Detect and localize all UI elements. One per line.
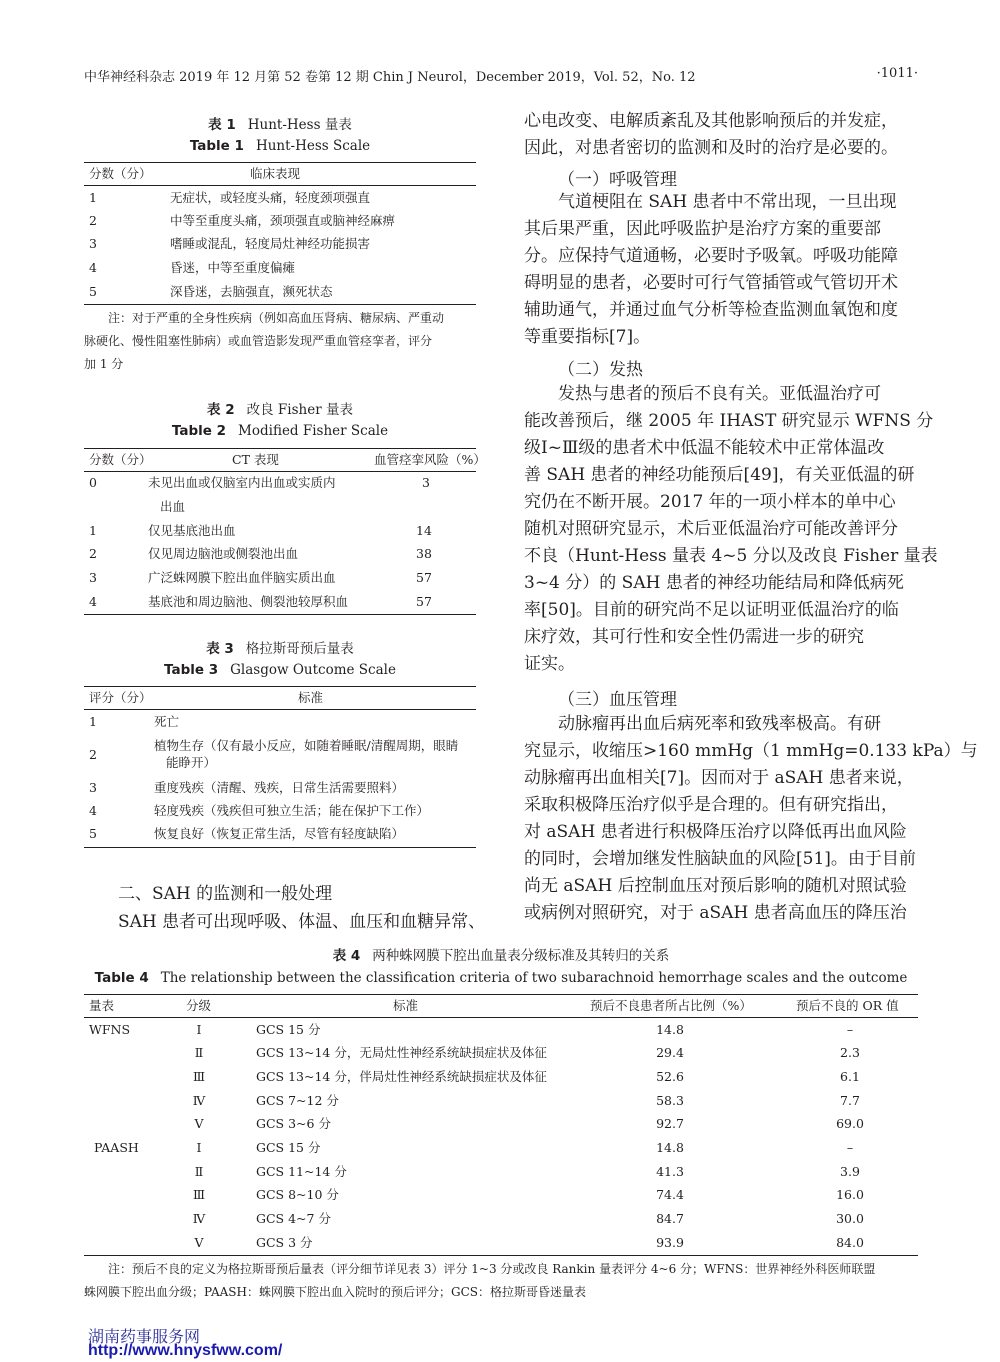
table-cell: 5 (89, 826, 97, 841)
table3-top-rule (84, 686, 476, 687)
table2-en-caption: Table 2 Modified Fisher Scale (171, 423, 389, 439)
watermark-site-name: 湖南药事服务网 (88, 1327, 201, 1346)
table-cell: 16.0 (836, 1187, 864, 1202)
table-cell: 3 (89, 570, 97, 585)
table-cell: 3 (422, 475, 430, 490)
table-cell: GCS 15 分 (256, 1022, 321, 1037)
watermark-url-link[interactable]: http://www.hnysfww.com/ (88, 1342, 283, 1359)
table-cell: 84.0 (836, 1235, 864, 1250)
table4-header-rule (84, 1017, 918, 1018)
table-cell: GCS 11~14 分 (256, 1164, 347, 1179)
table-cell: 出血 (160, 499, 186, 514)
table3-header-rule (84, 709, 476, 710)
table-cell: 58.3 (656, 1093, 684, 1108)
table-cell: 3 (89, 780, 97, 795)
table-cell: 92.7 (656, 1116, 684, 1131)
table-cell: 仅见周边脑池或侧裂池出血 (148, 546, 299, 561)
table-cell: 未见出血或仅脑室内出血或实质内 (148, 475, 336, 490)
table-cell: 69.0 (836, 1116, 864, 1131)
table-cell: PAASH (94, 1140, 139, 1155)
table-cell: 3.9 (840, 1164, 860, 1179)
table-cell: 中等至重度头痛，颈项强直或脑神经麻痹 (170, 213, 396, 228)
table2-cn-caption: 表 2 改良 Fisher 量表 (207, 402, 353, 418)
table-cell: 恢复良好（恢复正常生活，尽管有轻度缺陷） (154, 826, 405, 841)
table-cell: 昏迷，中等至重度偏瘫 (170, 260, 296, 275)
table-cell: 93.9 (656, 1235, 684, 1250)
table4-header-criteria: 标准 (393, 998, 419, 1013)
table-cell: – (846, 1140, 854, 1155)
table-cell: 14.8 (656, 1140, 684, 1155)
table-cell: 57 (416, 594, 432, 609)
subheading-blood-pressure: （三）血压管理 (558, 690, 677, 710)
page-number: ·1011· (876, 66, 918, 81)
table4-header-percent: 预后不良患者所占比例（%） (590, 998, 752, 1013)
table1-cn-caption: 表 1 Hunt-Hess 量表 (208, 117, 352, 133)
table4-en-caption: Table 4 The relationship between the classification criteria of two subarachnoid hemorrhage scales and the outcome (94, 970, 908, 986)
table-cell: Ⅱ (194, 1164, 204, 1179)
right-para-respiration: 气道梗阻在 SAH 患者中不常出现，一旦出现 其后果严重，因此呼吸监护是治疗方案的重要部 分。应保持气道通畅，必要时予吸氧。呼吸功能障 碍明显的患者，必要时可行气管插管或气管切开术 辅助通气，并通过血气分析等检查监测血氧饱和度 等重要指标[7]。 (524, 192, 898, 347)
table-cell: 2 (89, 546, 97, 561)
table3-cn-caption: 表 3 格拉斯哥预后量表 (206, 641, 354, 657)
table-cell: 1 (89, 190, 97, 205)
subheading-fever: （二）发热 (558, 360, 643, 380)
left-paragraph-line: SAH 患者可出现呼吸、体温、血压和血糖异常、 (118, 912, 486, 932)
table-cell: 2 (89, 213, 97, 228)
table-cell: GCS 15 分 (256, 1140, 321, 1155)
table-cell: 57 (416, 570, 432, 585)
table-cell: 仅见基底池出血 (148, 523, 236, 538)
right-para-fever: 发热与患者的预后不良有关。亚低温治疗可 能改善预后，继 2005 年 IHAST 研究显示 WFNS 分 级Ⅰ~Ⅲ级的患者术中低温不能较术中正常体温改 善 SAH 患者的神经功能预后[49]，有关亚低温的研 究仍在不断开展。2017 年的一项小样本的单中心 随机对照研究显示，术后亚低温治疗可能改善评分 不良（Hunt-Hess 量表 4~5 分以及改良 Fisher 量表 3~4 分）的 SAH 患者的神经功能结局和降低病死 率[50]。目前的研究尚不足以证明亚低温治疗的临 床疗效，其可行性和安全性仍需进一步的研究 证实。 (524, 384, 938, 674)
table-cell: Ⅴ (194, 1235, 204, 1250)
table-cell: Ⅳ (192, 1211, 206, 1226)
table4-cn-caption: 表 4 两种蛛网膜下腔出血量表分级标准及其转归的关系 (332, 948, 670, 964)
table-cell: 84.7 (656, 1211, 684, 1226)
right-para-a: 心电改变、电解质紊乱及其他影响预后的并发症， 因此，对患者密切的监测和及时的治疗是必要的。 (524, 111, 898, 158)
table-cell: 重度残疾（清醒、残疾，日常生活需要照料） (154, 780, 405, 795)
table-cell: 74.4 (656, 1187, 684, 1202)
table1-en-caption: Table 1 Hunt-Hess Scale (189, 138, 371, 154)
table-cell: GCS 8~10 分 (256, 1187, 339, 1202)
table-cell: Ⅳ (192, 1093, 206, 1108)
subheading-respiration: （一）呼吸管理 (558, 170, 677, 190)
table-cell: 41.3 (656, 1164, 684, 1179)
table-cell: 轻度残疾（残疾但可独立生活；能在保护下工作） (154, 803, 430, 818)
table1-header-score: 分数（分） (89, 166, 152, 181)
section-heading-2: 二、SAH 的监测和一般处理 (118, 884, 333, 904)
table-cell: 1 (89, 523, 97, 538)
table-cell: 3 (89, 236, 97, 251)
table4-header-scale: 量表 (89, 998, 115, 1013)
table-cell: Ⅰ (196, 1140, 202, 1155)
table-cell: 5 (89, 284, 97, 299)
table1-bottom-rule (84, 304, 476, 305)
table-cell: Ⅰ (196, 1022, 202, 1037)
table4-note: 注：预后不良的定义为格拉斯哥预后量表（评分细节详见表 3）评分 1~3 分或改良 Rankin 量表评分 4~6 分；WFNS：世界神经外科医师联盟 蛛网膜下腔出血分级；PAASH：蛛网膜下腔出血入院时的预后评分；GCS：格拉斯哥昏迷量表 (84, 1262, 876, 1299)
table-cell: 4 (89, 594, 97, 609)
table1-header-clinical: 临床表现 (250, 166, 301, 181)
table2-header-risk: 血管痉挛风险（%） (374, 452, 486, 467)
table3-en-caption: Table 3 Glasgow Outcome Scale (164, 662, 396, 678)
table-cell: 2 (89, 747, 97, 762)
table-cell: 0 (89, 475, 97, 490)
table3-header-criteria: 标准 (298, 690, 324, 705)
table-cell: 死亡 (154, 714, 180, 729)
table-cell: GCS 7~12 分 (256, 1093, 339, 1108)
right-para-blood-pressure: 动脉瘤再出血后病死率和致残率极高。有研 究显示，收缩压>160 mmHg（1 mmHg=0.133 kPa）与 动脉瘤再出血相关[7]。因而对于 aSAH 患者来说， 采取积极降压治疗似乎是合理的。但有研究指出， 对 aSAH 患者进行积极降压治疗以降低再出血风险 的同时，会增加继发性脑缺血的风险[51]。由于目前 尚无 aSAH 后控制血压对预后影响的随机对照试验 或病例对照研究，对于 aSAH 患者高血压的降压治 (524, 714, 978, 923)
table1-header-rule (84, 185, 476, 186)
table-cell: 能睁开） (166, 755, 217, 770)
table2-header-ct: CT 表现 (232, 452, 279, 467)
table2-header-score: 分数（分） (89, 452, 152, 467)
table2-bottom-rule (84, 614, 476, 615)
table-cell: Ⅴ (194, 1116, 204, 1131)
table-cell: Ⅲ (192, 1187, 206, 1202)
table4-bottom-rule (84, 1255, 918, 1256)
table-cell: 29.4 (656, 1045, 684, 1060)
table1-top-rule (84, 162, 476, 163)
table-cell: 2.3 (840, 1045, 860, 1060)
table-cell: GCS 3~6 分 (256, 1116, 331, 1131)
table2-top-rule (84, 448, 476, 449)
table-cell: 无症状，或轻度头痛，轻度颈项强直 (170, 190, 371, 205)
table-cell: 基底池和周边脑池、侧裂池较厚积血 (148, 594, 349, 609)
table1-note: 注：对于严重的全身性疾病（例如高血压肾病、糖尿病、严重动 脉硬化、慢性阻塞性肺病）或血管造影发现严重血管痉挛者，评分 加 1 分 (84, 311, 445, 371)
table-cell: WFNS (89, 1022, 131, 1037)
table-cell: 38 (416, 546, 432, 561)
table-cell: 7.7 (840, 1093, 860, 1108)
table-cell: 14.8 (656, 1022, 684, 1037)
table-cell: Ⅲ (192, 1069, 206, 1084)
table-cell: 30.0 (836, 1211, 864, 1226)
table-cell: 14 (416, 523, 432, 538)
table-cell: 4 (89, 803, 97, 818)
table4-top-rule (84, 994, 918, 995)
table-cell: 4 (89, 260, 97, 275)
table-cell: GCS 13~14 分，无局灶性神经系统缺损症状及体征 (256, 1045, 547, 1060)
journal-info: 中华神经科杂志 2019 年 12 月第 52 卷第 12 期 Chin J Neurol，December 2019，Vol. 52，No. 12 (84, 70, 696, 85)
table4-header-grade: 分级 (186, 998, 212, 1013)
table-cell: – (846, 1022, 854, 1037)
table3-bottom-rule (84, 847, 476, 848)
table-cell: 广泛蛛网膜下腔出血伴脑实质出血 (148, 570, 336, 585)
table-cell: 深昏迷，去脑强直，濒死状态 (170, 284, 333, 299)
table-cell: 1 (89, 714, 97, 729)
table-cell: 6.1 (840, 1069, 860, 1084)
table4-header-or: 预后不良的 OR 值 (796, 998, 899, 1013)
table3-header-score: 评分（分） (89, 690, 152, 705)
table-cell: 嗜睡或混乱，轻度局灶神经功能损害 (170, 236, 371, 251)
table-cell: GCS 3 分 (256, 1235, 313, 1250)
table-cell: GCS 4~7 分 (256, 1211, 331, 1226)
table2-header-rule (84, 471, 476, 472)
table-cell: GCS 13~14 分，伴局灶性神经系统缺损症状及体征 (256, 1069, 547, 1084)
table-cell: 52.6 (656, 1069, 684, 1084)
table-cell: 植物生存（仅有最小反应，如随着睡眠/清醒周期，眼睛 (154, 738, 459, 753)
table-cell: Ⅱ (194, 1045, 204, 1060)
